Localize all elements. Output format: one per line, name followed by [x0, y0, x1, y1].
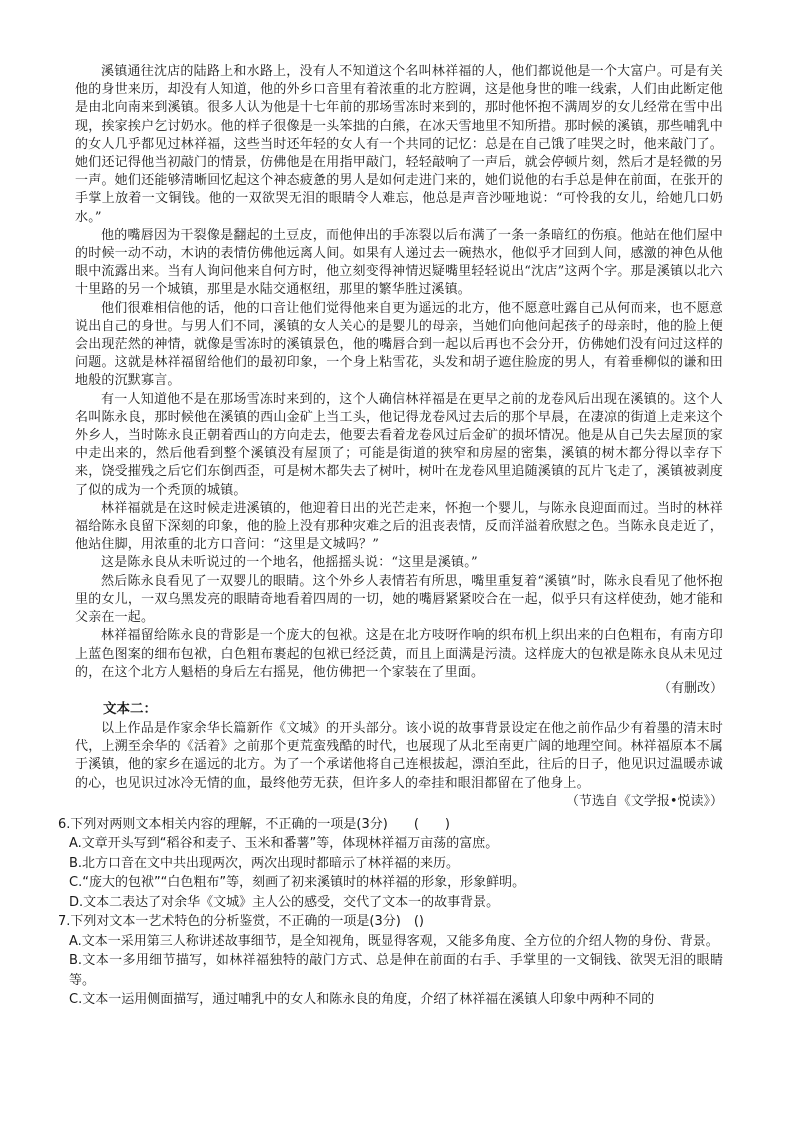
text1-paragraph-4: 有一人知道他不是在那场雪冻时来到的，这个人确信林祥福是在更早之前的龙卷风后出现在溪镇的。这个人名叫陈永良，那时候他在溪镇的西山金矿上当工头，他记得龙卷风过去后的那个早晨，在凄凉的街道上走来这个外乡人，当时陈永良正朝着西山的方向走去，他要去看着龙卷风过后金矿的损坏情况。他是从自己失去屋顶的家中走出来的，然后他看到整个溪镇没有屋顶了；可能是街道的狭窄和房屋的密集，溪镇的树木都分得以幸存下来，饶受摧残之后它们东倒西歪，可是树木都失去了树叶，树叶在龙卷风里追随溪镇的瓦片飞走了，溪镇被剥度了似的成为一个秃顶的城镇。	[75, 391, 723, 498]
text1-paragraph-3: 他们很难相信他的话，他的口音让他们觉得他来自更为遥远的北方，他不愿意吐露自己从何而来，也不愿意说出自己的身世。与男人们不同，溪镇的女人关心的是婴儿的母亲，当她们向他问起孩子的母亲时，他的脸上便会出现茫然的神情，就像是雪冻时的溪镇景色，他的嘴唇合到一起以后再也不会分开，仿佛她们没有问过这样的问题。这就是林祥福留给他们的最初印象，一个身上粘雪花，头发和胡子遮住脸庞的男人，有着垂柳似的谦和田地般的沉默寡言。	[75, 300, 723, 389]
text1-paragraph-1: 溪镇通往沈店的陆路上和水路上，没有人不知道这个名叫林祥福的人，他们都说他是一个大富户。可是有关他的身世来历，却没有人知道，他的外乡口音里有着浓重的北方腔调，这是他身世的唯一线索，人们由此断定他是由北向南来到溪镇。很多人认为他是十七年前的那场雪冻时来到的，那时他怀抱不满周岁的女儿经常在雪中出现，挨家挨户乞讨奶水。他的样子很像是一头笨拙的白熊，在冰天雪地里不知所措。那时候的溪镇，那些哺乳中的女人几乎都见过林祥福，这些当时还年轻的女人有一个共同的记忆：总是在自己饿了哇哭之时，他来敲门了。她们还记得他当初敲门的情景，仿佛他是在用指甲敲门，轻轻敲响了一声后，就会停顿片刻，然后才是轻微的另一声。她们还能够清晰回忆起这个神态疲惫的男人是如何走进门来的，她们说他的右手总是伸在前面，在张开的手掌上放着一文铜钱。他的一双欲哭无泪的眼睛令人难忘，他总是声音沙哑地说：“可怜我的女儿，给她几口奶水。”	[75, 64, 723, 225]
text1-paragraph-7: 然后陈永良看见了一双婴儿的眼睛。这个外乡人表情若有所思，嘴里重复着“溪镇”时，陈永良看见了他怀抱里的女儿，一双乌黑发亮的眼睛奇地看着四周的一切，她的嘴唇紧紧咬合在一起，似乎只有这样使劲，她才能和父亲在一起。	[75, 573, 723, 626]
text1-paragraph-5: 林祥福就是在这时候走进溪镇的，他迎着日出的光芒走来，怀抱一个婴儿，与陈永良迎面而过。当时的林祥福给陈永良留下深刻的印象，他的脸上没有那种灾难之后的沮丧表情，反而洋溢着欣慰之色。当陈永良走近了，他站住脚，用浓重的北方口音问：“这里是文城吗？”	[75, 500, 723, 553]
question-stem: 7.下列对文本一艺术特色的分析鉴赏，不正确的一项是(3分) ()	[58, 914, 424, 930]
text-one	[75, 63, 723, 698]
option-b: B.北方口音在文中共出现两次，两次出现时都暗示了林祥福的来历。	[69, 855, 460, 871]
text2-credit: （节选自《文学报•悦读》）	[565, 793, 723, 809]
text2-title: 文本二：	[103, 700, 157, 717]
option-a: A.文章开头写到“稻谷和麦子、玉米和番薯”等，体现林祥福万亩荡的富庶。	[69, 836, 499, 852]
option-d: D.文本二表达了对余华《文城》主人公的感受，交代了文本一的故事背景。	[69, 894, 500, 910]
question-stem: 6.下列对两则文本相关内容的理解，不正确的一项是(3分) ( )	[58, 816, 450, 832]
text1-paragraph-2: 他的嘴唇因为干裂像是翻起的土豆皮，而他伸出的手冻裂以后布满了一条一条暗红的伤痕。他站在他们屋中的时候一动不动，木讷的表情仿佛他远离人间。如果有人递过去一碗热水，他似乎才回到人间，感激的神色从他眼中流露出来。当有人询问他来自何方时，他立刻变得神情迟疑嘴里轻轻说出“沈店”这两个字。那是溪镇以北六十里路的另一个城镇，那里是水陆交通枢纽，那里的繁华胜过溪镇。	[75, 227, 723, 298]
text1-credit: （有删改）	[657, 680, 723, 696]
question-6	[58, 815, 723, 913]
question-section	[58, 815, 723, 1010]
text2-paragraph: 以上作品是作家余华长篇新作《文城》的开头部分。该小说的故事背景设定在他之前作品少有着墨的清末时代，上溯至余华的《活着》之前那个更荒蛮残酷的时代，也展现了从北至南更广阔的地理空间。林祥福原本不属于溪镇，他的家乡在遥远的北方。为了一个承诺他将自己连根拔起，漂泊至此，往后的日子，他见识过温暖赤诚的心，也见识过冰冷无情的血，最终他劳无获，但许多人的牵挂和眼泪都留在了他身上。	[75, 720, 723, 791]
text1-paragraph-6: 这是陈永良从未听说过的一个地名，他摇摇头说：“这里是溪镇。”	[101, 555, 478, 571]
text1-paragraph-8: 林祥福留给陈永良的背影是一个庞大的包袱。这是在北方吱呀作响的织布机上织出来的白色粗布，有南方印上蓝色图案的细布包袱，白色粗布裹起的包袱已经泛黄，而且上面满是污渍。这样庞大的包袱是陈永良从未见过的，在这个北方人魁梧的身后左右摇晃，他仿佛把一个家装在了里面。	[75, 628, 723, 680]
option-b: B.文本一多用细节描写，如林祥福独特的敲门方式、总是伸在前面的右手、手掌里的一文铜钱、欲哭无泪的眼睛等。	[69, 953, 723, 988]
text-two	[75, 700, 723, 811]
option-a: A.文本一采用第三人称讲述故事细节，是全知视角，既显得客观，又能多角度、全方位的介绍人物的身份、背景。	[69, 933, 719, 949]
question-7	[58, 912, 723, 1010]
option-c: C.“庞大的包袱”“白色粗布”等，刻画了初来溪镇时的林祥福的形象，形象鲜明。	[69, 875, 526, 891]
option-c: C.文本一运用侧面描写，通过哺乳中的女人和陈永良的角度，介绍了林祥福在溪镇人印象中两种不同的	[69, 992, 655, 1008]
